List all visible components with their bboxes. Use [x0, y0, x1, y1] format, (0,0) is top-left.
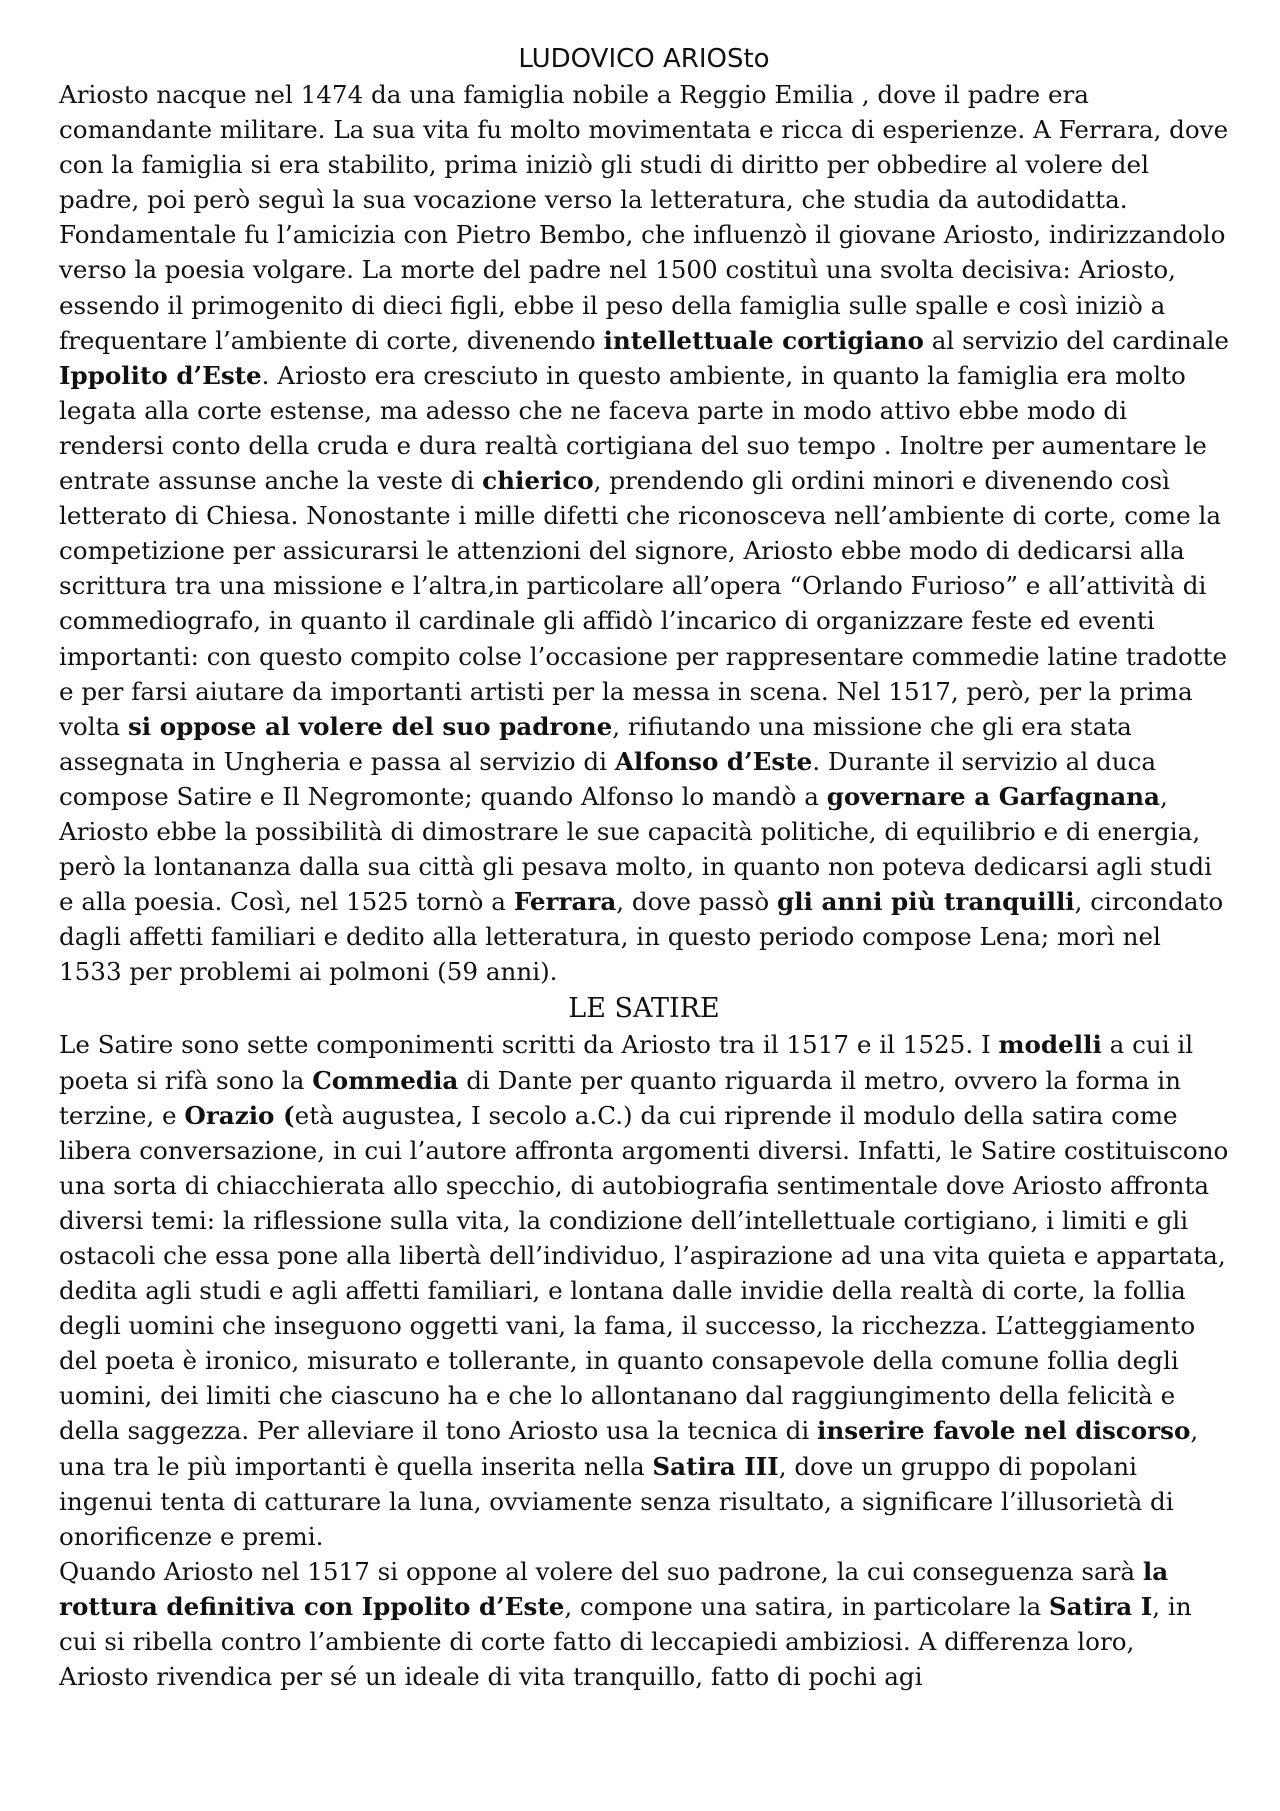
- text-run: . Durante il servizio al duca compose Satire e Il Negromonte; quando Alfonso lo mandò a: [59, 746, 1157, 811]
- text-run: Le Satire sono sette componimenti scritti da Ariosto tra il 1517 e il 1525. I: [59, 1030, 999, 1060]
- text-run: . Ariosto era cresciuto in questo ambiente, in quanto la famiglia era molto legata alla corte estense, ma adesso che ne faceva parte in modo attivo ebbe modo di rendersi conto della cruda e dura realtà cortigiana del suo tempo . Inoltre per aumentare le entrate assunse anche la veste di: [59, 360, 1207, 496]
- text-run: , rifiutando una missione che gli era stata assegnata in Ungheria e passa al servizio di: [59, 711, 1132, 776]
- text-run: a cui il poeta si rifà sono la: [59, 1030, 1194, 1095]
- text-run: , circondato dagli affetti familiari e dedito alla letteratura, in questo periodo compose Lena; morì nel 1533 per problemi ai polmoni (59 anni).: [59, 887, 1224, 987]
- page-title: LUDOVICO ARIOSto: [518, 44, 770, 74]
- bold-term: chierico: [482, 466, 594, 496]
- bold-term: Commedia: [312, 1065, 459, 1095]
- bold-term: Orazio (: [184, 1100, 295, 1130]
- bold-term: Satira III: [652, 1451, 779, 1481]
- satire-paragraph-2: [59, 1554, 1229, 1694]
- text-run: Ariosto nacque nel 1474 da una famiglia nobile a Reggio Emilia , dove il padre era comandante militare. La sua vita fu molto movimentata e ricca di esperienze. A Ferrara, dove con la famiglia si era stabilito, prima iniziò gli studi di diritto per obbedire al volere del padre, poi però seguì la sua vocazione verso la letteratura, che studia da autodidatta. Fondamentale fu l’amicizia con Pietro Bembo, che influenzò il giovane Ariosto, indirizzandolo verso la poesia volgare. La morte del padre nel 1500 costituì una svolta decisiva: Ariosto, essendo il primogenito di dieci figli, ebbe il peso della famiglia sulle spalle e così iniziò a frequentare l’ambiente di corte, divenendo: [59, 80, 1229, 355]
- text-run: Quando Ariosto nel 1517 si oppone al volere del suo padrone, la cui conseguenza sarà: [59, 1556, 1143, 1586]
- text-run: , in cui si ribella contro l’ambiente di corte fatto di leccapiedi ambiziosi. A differenza loro, Ariosto rivendica per sé un ideale di vita tranquillo, fatto di pochi agi: [59, 1591, 1192, 1692]
- text-run: , dove passò: [616, 887, 778, 917]
- bold-term: Ippolito d’Este: [59, 360, 262, 390]
- biography-paragraph: [59, 77, 1229, 989]
- bold-term: si oppose al volere del suo padrone: [127, 711, 613, 741]
- bold-term: Alfonso d’Este: [614, 746, 813, 776]
- bold-term: inserire favole nel discorso: [817, 1416, 1191, 1446]
- bold-term: la rottura definitiva con Ippolito d’Este: [59, 1556, 1169, 1621]
- text-run: età augustea, I secolo a.C.) da cui riprende il modulo della satira come libera conversazione, in cui l’autore affronta argomenti diversi. Infatti, le Satire costituiscono una sorta di chiacchierata allo specchio, di autobiografia sentimentale dove Ariosto affronta diversi temi: la riflessione sulla vita, la condizione dell’intellettuale cortigiano, i limiti e gli ostacoli che essa pone alla libertà dell’individuo, l’aspirazione ad una vita quieta e appartata, dedita agli studi e agli affetti familiari, e lontana dalle invidie della realtà di corte, la follia degli uomini che inseguono oggetti vani, la fama, il successo, la ricchezza. L’atteggiamento del poeta è ironico, misurato e tollerante, in quanto consapevole della comune follia degli uomini, dei limiti che ciascuno ha e che lo allontanano dal raggiungimento della felicità e della saggezza. Per alleviare il tono Ariosto usa la tecnica di: [59, 1100, 1229, 1446]
- satire-paragraph-1: [59, 1027, 1229, 1553]
- bold-term: Satira I: [1048, 1591, 1153, 1621]
- bold-term: governare a Garfagnana: [826, 781, 1160, 811]
- section-title: LE SATIRE: [568, 993, 720, 1025]
- bold-term: gli anni più tranquilli: [777, 887, 1075, 917]
- bold-term: Ferrara: [513, 887, 617, 917]
- text-run: di Dante per quanto riguarda il metro, ovvero la forma in terzine, e: [59, 1065, 1181, 1130]
- text-run: , compone una satira, in particolare la: [564, 1591, 1049, 1621]
- document-page: [59, 42, 1229, 1694]
- text-run: , una tra le più importanti è quella inserita nella: [59, 1416, 1199, 1481]
- bold-term: modelli: [998, 1030, 1102, 1060]
- text-run: , Ariosto ebbe la possibilità di dimostrare le sue capacità politiche, di equilibrio e di energia, però la lontananza dalla sua città gli pesava molto, in quanto non poteva dedicarsi agli studi e alla poesia. Così, nel 1525 tornò a: [59, 781, 1212, 917]
- text-run: al servizio del cardinale: [923, 325, 1229, 355]
- bold-term: intellettuale cortigiano: [603, 325, 924, 355]
- text-run: , dove un gruppo di popolani ingenui tenta di catturare la luna, ovviamente senza risultato, a significare l’illusorietà di onorificenze e premi.: [59, 1451, 1174, 1551]
- text-run: , prendendo gli ordini minori e divenendo così letterato di Chiesa. Nonostante i mille difetti che riconosceva nell’ambiente di corte, come la competizione per assicurarsi le attenzioni del signore, Ariosto ebbe modo di dedicarsi alla scrittura tra una missione e l’altra,in particolare all’opera “Orlando Furioso” e all’attività di commediografo, in quanto il cardinale gli affidò l’incarico di organizzare feste ed eventi importanti: con questo compito colse l’occasione per rappresentare commedie latine tradotte e per farsi aiutare da importanti artisti per la messa in scena. Nel 1517, però, per la prima volta: [59, 466, 1228, 741]
